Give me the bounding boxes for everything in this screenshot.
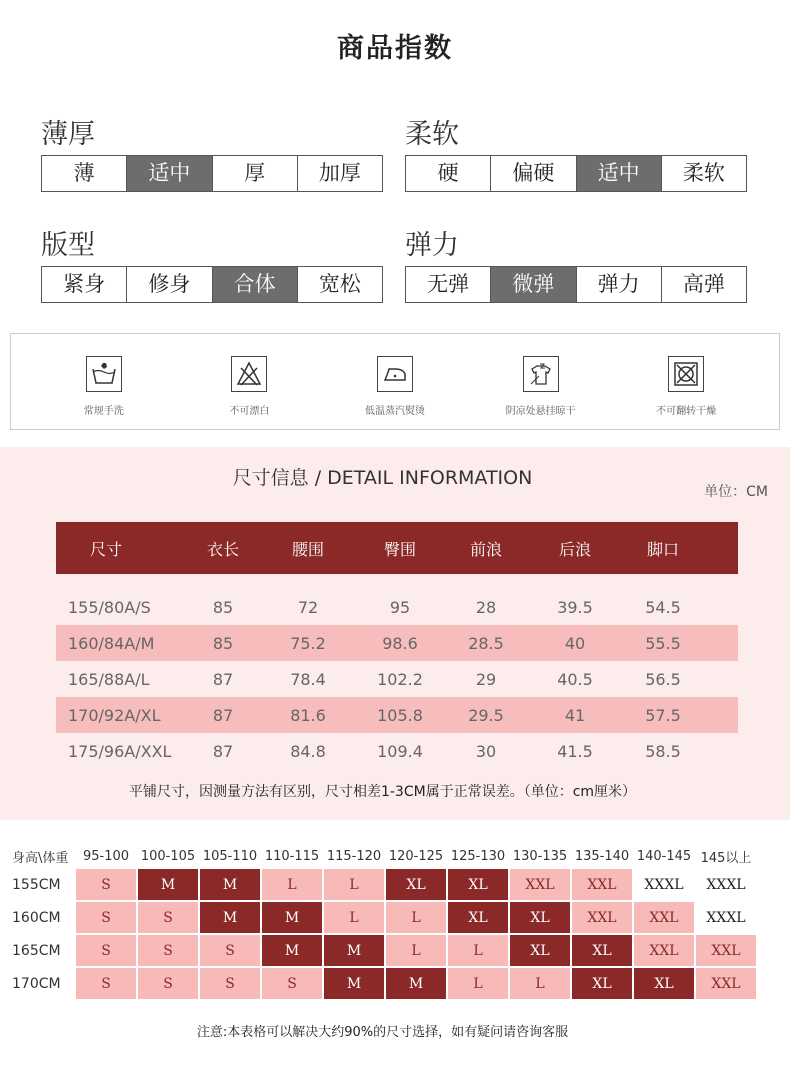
size-cell: XL <box>572 935 632 966</box>
fit-option: 修身 <box>127 267 212 302</box>
care-item <box>335 334 455 429</box>
size-cell: M <box>200 902 260 933</box>
thickness-option: 薄 <box>42 156 127 191</box>
thickness-option: 厚 <box>213 156 298 191</box>
table-cell: 87 <box>212 669 234 689</box>
size-cell: M <box>138 869 198 900</box>
size-cell: L <box>386 902 446 933</box>
size-cell: XXL <box>572 902 632 933</box>
corner-header: 身高\体重 <box>12 850 69 866</box>
size-cell: XXL <box>572 869 632 900</box>
weight-header: 140-145 <box>636 848 692 864</box>
size-cell: S <box>138 935 198 966</box>
table-row <box>12 968 756 999</box>
size-cell: M <box>262 902 322 933</box>
thickness-scale <box>41 155 383 192</box>
fit-option: 合体 <box>213 267 298 302</box>
size-cell: XXL <box>510 869 570 900</box>
table-row <box>12 935 756 966</box>
weight-header: 120-125 <box>388 848 444 864</box>
table-cell: 54.5 <box>645 597 681 617</box>
table-cell: 57.5 <box>645 705 681 725</box>
table-cell: 58.5 <box>645 741 681 761</box>
size-cell: L <box>324 902 384 933</box>
table-cell: 165/88A/L <box>68 669 150 689</box>
no-bleach-icon <box>231 356 267 392</box>
weight-header: 135-140 <box>574 848 630 864</box>
weight-header-row <box>12 845 756 867</box>
elasticity-label: 弹力 <box>405 230 459 261</box>
size-cell: S <box>262 968 322 999</box>
size-cell: XL <box>386 869 446 900</box>
weight-header: 130-135 <box>512 848 568 864</box>
size-cell: XL <box>510 935 570 966</box>
size-cell: XXL <box>696 968 756 999</box>
thickness-option: 适中 <box>127 156 212 191</box>
hand-wash-icon <box>86 356 122 392</box>
size-table <box>56 522 738 769</box>
fit-label: 版型 <box>41 230 95 261</box>
size-cell: S <box>200 935 260 966</box>
height-label: 155CM <box>12 876 61 893</box>
table-cell: 87 <box>212 741 234 761</box>
header-cell: 腰围 <box>291 539 324 559</box>
care-label: 不可翻转干燥 <box>656 406 717 417</box>
size-cell: M <box>324 968 384 999</box>
table-cell: 85 <box>212 633 234 653</box>
table-cell: 98.6 <box>382 633 418 653</box>
size-cell: M <box>262 935 322 966</box>
table-cell: 72 <box>297 597 319 617</box>
size-cell: S <box>76 902 136 933</box>
table-row <box>56 697 738 733</box>
care-item <box>626 334 746 429</box>
softness-option: 硬 <box>406 156 491 191</box>
thickness-index <box>41 115 383 192</box>
care-label: 低温蒸汽熨烫 <box>364 406 425 417</box>
weight-header: 145以上 <box>700 850 752 866</box>
table-cell: 29.5 <box>468 705 504 725</box>
size-cell: S <box>138 902 198 933</box>
table-row <box>12 869 756 900</box>
fit-index <box>41 226 383 303</box>
elasticity-option: 高弹 <box>682 272 725 296</box>
table-row <box>56 625 738 661</box>
weight-header: 110-115 <box>264 848 320 864</box>
care-item <box>44 334 164 429</box>
size-cell: XXL <box>696 935 756 966</box>
care-label: 阴凉处悬挂晾干 <box>505 406 576 417</box>
size-cell: L <box>324 869 384 900</box>
table-cell: 84.8 <box>290 741 326 761</box>
table-cell: 175/96A/XXL <box>68 741 172 761</box>
height-label: 165CM <box>12 942 61 959</box>
size-cell: XL <box>634 968 694 999</box>
elasticity-option: 微弹 <box>491 267 576 302</box>
size-cell: XL <box>572 968 632 999</box>
size-note: 平铺尺寸，因测量方法有区别，尺寸相差1-3CM属于正常误差。（单位：cm厘米） <box>128 784 637 800</box>
elasticity-option: 弹力 <box>577 267 662 302</box>
height-label: 170CM <box>12 975 61 992</box>
header-cell: 臀围 <box>383 539 416 559</box>
weight-header: 100-105 <box>140 848 196 864</box>
table-cell: 160/84A/M <box>68 633 155 653</box>
table-cell: 28.5 <box>468 633 504 653</box>
size-cell: M <box>324 935 384 966</box>
care-item <box>189 334 309 429</box>
elasticity-scale <box>405 266 747 303</box>
unit-label: 单位：CM <box>704 484 768 500</box>
softness-option: 适中 <box>577 156 662 191</box>
table-cell: 87 <box>212 705 234 725</box>
no-tumble-dry-icon <box>668 356 704 392</box>
table-cell: 40.5 <box>557 669 593 689</box>
size-cell: XL <box>448 902 508 933</box>
softness-option: 偏硬 <box>491 156 576 191</box>
table-row <box>12 902 756 933</box>
table-cell: 95 <box>389 597 411 617</box>
size-cell: L <box>262 869 322 900</box>
table-cell: 155/80A/S <box>68 597 151 617</box>
fit-option: 紧身 <box>42 267 127 302</box>
detail-title: 尺寸信息 / DETAIL INFORMATION <box>232 467 533 489</box>
table-cell: 40 <box>564 633 586 653</box>
table-cell: 28 <box>475 597 497 617</box>
low-iron-icon <box>377 356 413 392</box>
header-cell: 前浪 <box>469 539 502 559</box>
care-label: 常规手洗 <box>83 406 124 417</box>
page-title: 商品指数 <box>337 33 453 64</box>
size-cell: XL <box>448 869 508 900</box>
fit-option: 宽松 <box>318 272 361 296</box>
size-cell: XL <box>510 902 570 933</box>
header-cell: 脚口 <box>646 539 679 559</box>
table-cell: 39.5 <box>557 597 593 617</box>
shade-hang-dry-icon <box>523 356 559 392</box>
table-cell: 56.5 <box>645 669 681 689</box>
size-cell: XXL <box>634 902 694 933</box>
care-label: 不可漂白 <box>229 406 270 417</box>
table-cell: 78.4 <box>290 669 326 689</box>
elasticity-index <box>405 226 747 303</box>
table-cell: 85 <box>212 597 234 617</box>
size-cell: XXXL <box>696 869 756 900</box>
table-cell: 41 <box>564 705 586 725</box>
size-cell: L <box>510 968 570 999</box>
size-cell: S <box>76 968 136 999</box>
table-cell: 105.8 <box>377 705 423 725</box>
table-cell: 170/92A/XL <box>68 705 161 725</box>
table-cell: 102.2 <box>377 669 423 689</box>
softness-label: 柔软 <box>405 119 459 150</box>
softness-index <box>405 115 747 192</box>
size-recommendation-table <box>10 843 758 1001</box>
size-cell: S <box>200 968 260 999</box>
care-instructions <box>10 333 780 430</box>
table-cell: 109.4 <box>377 741 423 761</box>
weight-header: 105-110 <box>202 848 258 864</box>
size-cell: S <box>76 869 136 900</box>
size-cell: XXXL <box>696 902 756 933</box>
height-label: 160CM <box>12 909 61 926</box>
size-cell: L <box>448 935 508 966</box>
table-cell: 41.5 <box>557 741 593 761</box>
elasticity-option: 无弹 <box>406 267 491 302</box>
table-row <box>56 733 738 769</box>
size-cell: L <box>386 935 446 966</box>
weight-header: 125-130 <box>450 848 506 864</box>
weight-header: 95-100 <box>82 848 130 864</box>
care-item <box>481 334 601 429</box>
size-table-header <box>56 522 738 574</box>
table-cell: 30 <box>475 741 497 761</box>
size-cell: S <box>138 968 198 999</box>
thickness-label: 薄厚 <box>41 119 95 150</box>
size-cell: XXL <box>634 935 694 966</box>
softness-scale <box>405 155 747 192</box>
header-cell: 后浪 <box>558 539 591 559</box>
table-row <box>56 589 738 625</box>
thickness-option: 加厚 <box>318 161 361 185</box>
size-cell: XXXL <box>634 869 694 900</box>
table-row <box>56 661 738 697</box>
header-cell: 尺寸 <box>90 539 123 559</box>
table-cell: 29 <box>475 669 497 689</box>
size-cell: L <box>448 968 508 999</box>
weight-header: 115-120 <box>326 848 382 864</box>
size-cell: M <box>200 869 260 900</box>
table-cell: 75.2 <box>290 633 326 653</box>
size-cell: S <box>76 935 136 966</box>
table-cell: 55.5 <box>645 633 681 653</box>
softness-option: 柔软 <box>682 161 725 185</box>
recommendation-note: 注意:本表格可以解决大约90%的尺寸选择，如有疑问请咨询客服 <box>196 1025 569 1040</box>
header-cell: 衣长 <box>206 539 239 559</box>
table-cell: 81.6 <box>290 705 326 725</box>
fit-scale <box>41 266 383 303</box>
size-cell: M <box>386 968 446 999</box>
